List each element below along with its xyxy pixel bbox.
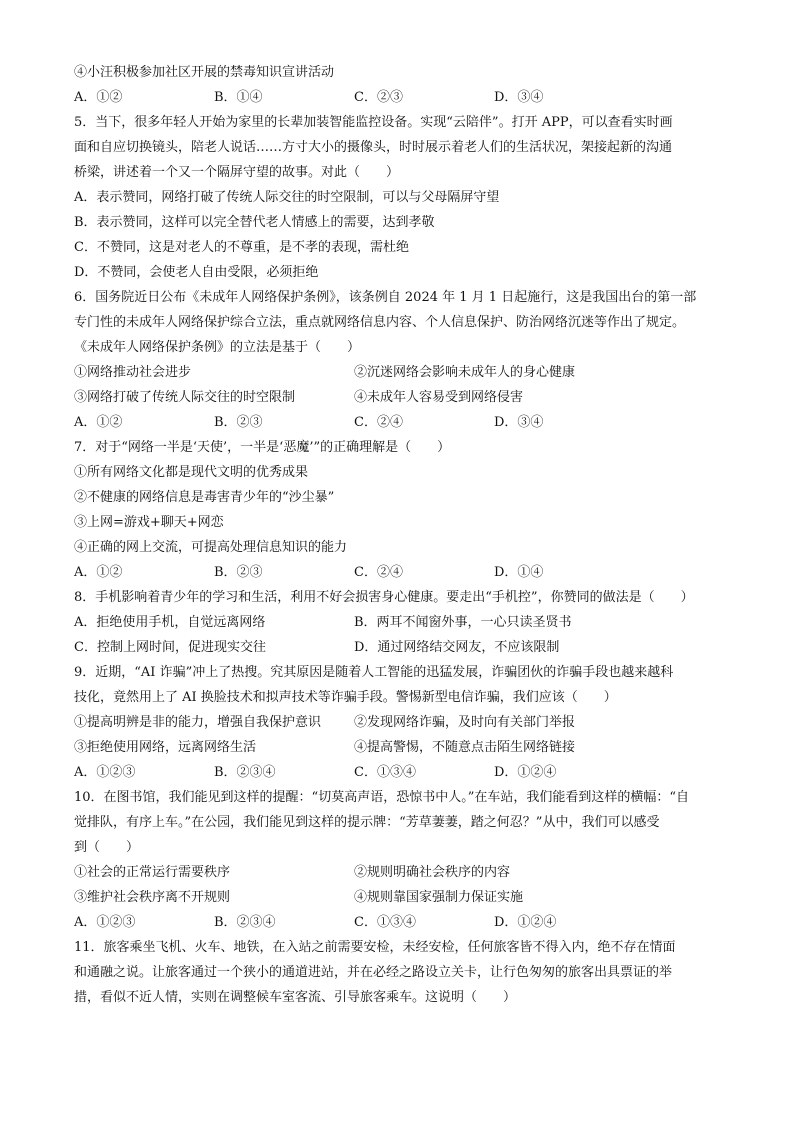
- q4-choice-c[interactable]: C．②③: [354, 90, 403, 105]
- q11-stem-line-2: 和通融之说。让旅客通过一个狭小的通道进站，并在必经之路设立关卡，让行色匆匆的旅客出具票证的举: [74, 965, 673, 980]
- q8-options-row-2: [74, 635, 734, 660]
- q9-item-1: ①提高明辨是非的能力，增强自我保护意识: [74, 715, 322, 730]
- q8-stem: 8．手机影响着青少年的学习和生活，利用不好会损害身心健康。要走出“手机控”，你赞同的做法是（ ）: [74, 590, 694, 605]
- q5-stem-line-2: 面和自应切换镜头，陪老人说话……方寸大小的摄像头，时时展示着老人们的生活状况，架接起新的沟通: [74, 140, 673, 155]
- q7-item-2: ②不健康的网络信息是毒害青少年的“沙尘暴”: [74, 490, 335, 505]
- q6-stem-line-3: 《未成年人网络保护条例》的立法是基于（ ）: [74, 340, 361, 355]
- q11-stem-line-1: 11．旅客乘坐飞机、火车、地铁，在入站之前需要安检，未经安检，任何旅客皆不得入内，绝不存在情面: [74, 940, 676, 955]
- q7-choice-a[interactable]: A．①②: [74, 565, 123, 580]
- q10-item-2: ②规则明确社会秩序的内容: [354, 865, 511, 880]
- q7-item-3: ③上网=游戏+聊天+网恋: [74, 515, 224, 530]
- q10-stem-line-2: 觉排队，有序上车。”在公园，我们能见到这样的提示牌：“芳草萋萋，踏之何忍？”从中，我们可以感受: [74, 815, 660, 830]
- q10-item-3: ③维护社会秩序离不开规则: [74, 890, 231, 905]
- q4-choices: [74, 85, 734, 110]
- q8-option-a[interactable]: A．拒绝使用手机，自觉远离网络: [74, 615, 266, 630]
- q10-choice-d[interactable]: D．①②④: [494, 915, 557, 930]
- q9-items-row-2: [74, 735, 734, 760]
- q8-option-d[interactable]: D．通过网络结交网友，不应该限制: [354, 640, 560, 655]
- q10-item-1: ①社会的正常运行需要秩序: [74, 865, 231, 880]
- q6-choice-c[interactable]: C．②④: [354, 415, 403, 430]
- q7-choices: [74, 560, 734, 585]
- q10-choice-b[interactable]: B．②③④: [214, 915, 276, 930]
- q8-options-row-1: [74, 610, 734, 635]
- q9-choice-d[interactable]: D．①②④: [494, 765, 557, 780]
- q10-stem-line-3: 到（ ）: [74, 840, 140, 855]
- q6-items-row-2: [74, 385, 734, 410]
- q6-choice-d[interactable]: D．③④: [494, 415, 544, 430]
- q7-stem: 7．对于“网络一半是‘天使’，一半是‘恶魔’”的正确理解是（ ）: [74, 440, 451, 455]
- q9-item-3: ③拒绝使用网络，远离网络生活: [74, 740, 257, 755]
- q6-item-2: ②沉迷网络会影响未成年人的身心健康: [354, 365, 576, 380]
- q6-choices: [74, 410, 734, 435]
- q7-item-1: ①所有网络文化都是现代文明的优秀成果: [74, 465, 309, 480]
- q7-choice-b[interactable]: B．②③: [214, 565, 263, 580]
- q6-items-row-1: [74, 360, 734, 385]
- q4-choice-b[interactable]: B．①④: [214, 90, 263, 105]
- q9-choices: [74, 760, 734, 785]
- q10-choice-c[interactable]: C．①③④: [354, 915, 416, 930]
- q10-items-row-1: [74, 860, 734, 885]
- q7-choice-d[interactable]: D．①④: [494, 565, 544, 580]
- q9-choice-a[interactable]: A．①②③: [74, 765, 136, 780]
- q6-choice-b[interactable]: B．②③: [214, 415, 263, 430]
- exam-page: [74, 60, 734, 1010]
- q9-items-row-1: [74, 710, 734, 735]
- q5-option-a[interactable]: A．表示赞同，网络打破了传统人际交往的时空限制，可以与父母隔屏守望: [74, 190, 500, 205]
- q5-option-b[interactable]: B．表示赞同，这样可以完全替代老人情感上的需要，达到孝敬: [74, 215, 435, 230]
- q6-item-3: ③网络打破了传统人际交往的时空限制: [74, 390, 296, 405]
- q10-stem-line-1: 10．在图书馆，我们能见到这样的提醒：“切莫高声语，恐惊书中人。”在车站，我们能看到这样的横幅：“自: [74, 790, 689, 805]
- q6-stem-line-1: 6．国务院近日公布《未成年人网络保护条例》，该条例自 2024 年 1 月 1 日起施行，这是我国出台的第一部: [74, 290, 697, 305]
- q6-stem-line-2: 专门性的未成年人网络保护综合立法，重点就网络信息内容、个人信息保护、防治网络沉迷等作出了规定。: [74, 315, 686, 330]
- q5-option-d[interactable]: D．不赞同，会使老人自由受限，必须拒绝: [74, 265, 319, 280]
- q9-item-4: ④提高警惕，不随意点击陌生网络链接: [354, 740, 576, 755]
- q4-choice-d[interactable]: D．③④: [494, 90, 544, 105]
- q10-choices: [74, 910, 734, 935]
- q6-choice-a[interactable]: A．①②: [74, 415, 123, 430]
- q8-option-c[interactable]: C．控制上网时间，促进现实交往: [74, 640, 266, 655]
- q5-stem-line-3: 桥梁，讲述着一个又一个隔屏守望的故事。对此（ ）: [74, 165, 400, 180]
- q7-item-4: ④正确的网上交流，可提高处理信息知识的能力: [74, 540, 348, 555]
- q9-stem-line-2: 技化，竟然用上了 AI 换脸技术和拟声技术等诈骗手段。警惕新型电信诈骗，我们应该（ ）: [74, 690, 617, 705]
- q8-option-b[interactable]: B．两耳不闻窗外事，一心只读圣贤书: [354, 615, 572, 630]
- q9-item-2: ②发现网络诈骗，及时向有关部门举报: [354, 715, 576, 730]
- q10-items-row-2: [74, 885, 734, 910]
- q4-choice-a[interactable]: A．①②: [74, 90, 123, 105]
- q10-choice-a[interactable]: A．①②③: [74, 915, 136, 930]
- q6-item-4: ④未成年人容易受到网络侵害: [354, 390, 524, 405]
- q4-item-4: ④小汪积极参加社区开展的禁毒知识宣讲活动: [74, 65, 335, 80]
- q9-choice-b[interactable]: B．②③④: [214, 765, 276, 780]
- q11-stem-line-3: 措，看似不近人情，实则在调整候车室客流、引导旅客乘车。这说明（ ）: [74, 990, 517, 1005]
- q5-option-c[interactable]: C．不赞同，这是对老人的不尊重，是不孝的表现，需杜绝: [74, 240, 409, 255]
- q7-choice-c[interactable]: C．②④: [354, 565, 403, 580]
- q9-choice-c[interactable]: C．①③④: [354, 765, 416, 780]
- q9-stem-line-1: 9．近期，“AI 诈骗”冲上了热搜。究其原因是随着人工智能的迅猛发展，诈骗团伙的诈骗手段也越来越科: [74, 665, 674, 680]
- q10-item-4: ④规则靠国家强制力保证实施: [354, 890, 524, 905]
- q6-item-1: ①网络推动社会进步: [74, 365, 192, 380]
- q5-stem-line-1: 5．当下，很多年轻人开始为家里的长辈加装智能监控设备。实现“云陪伴”。打开 APP，可以查看实时画: [74, 115, 673, 130]
